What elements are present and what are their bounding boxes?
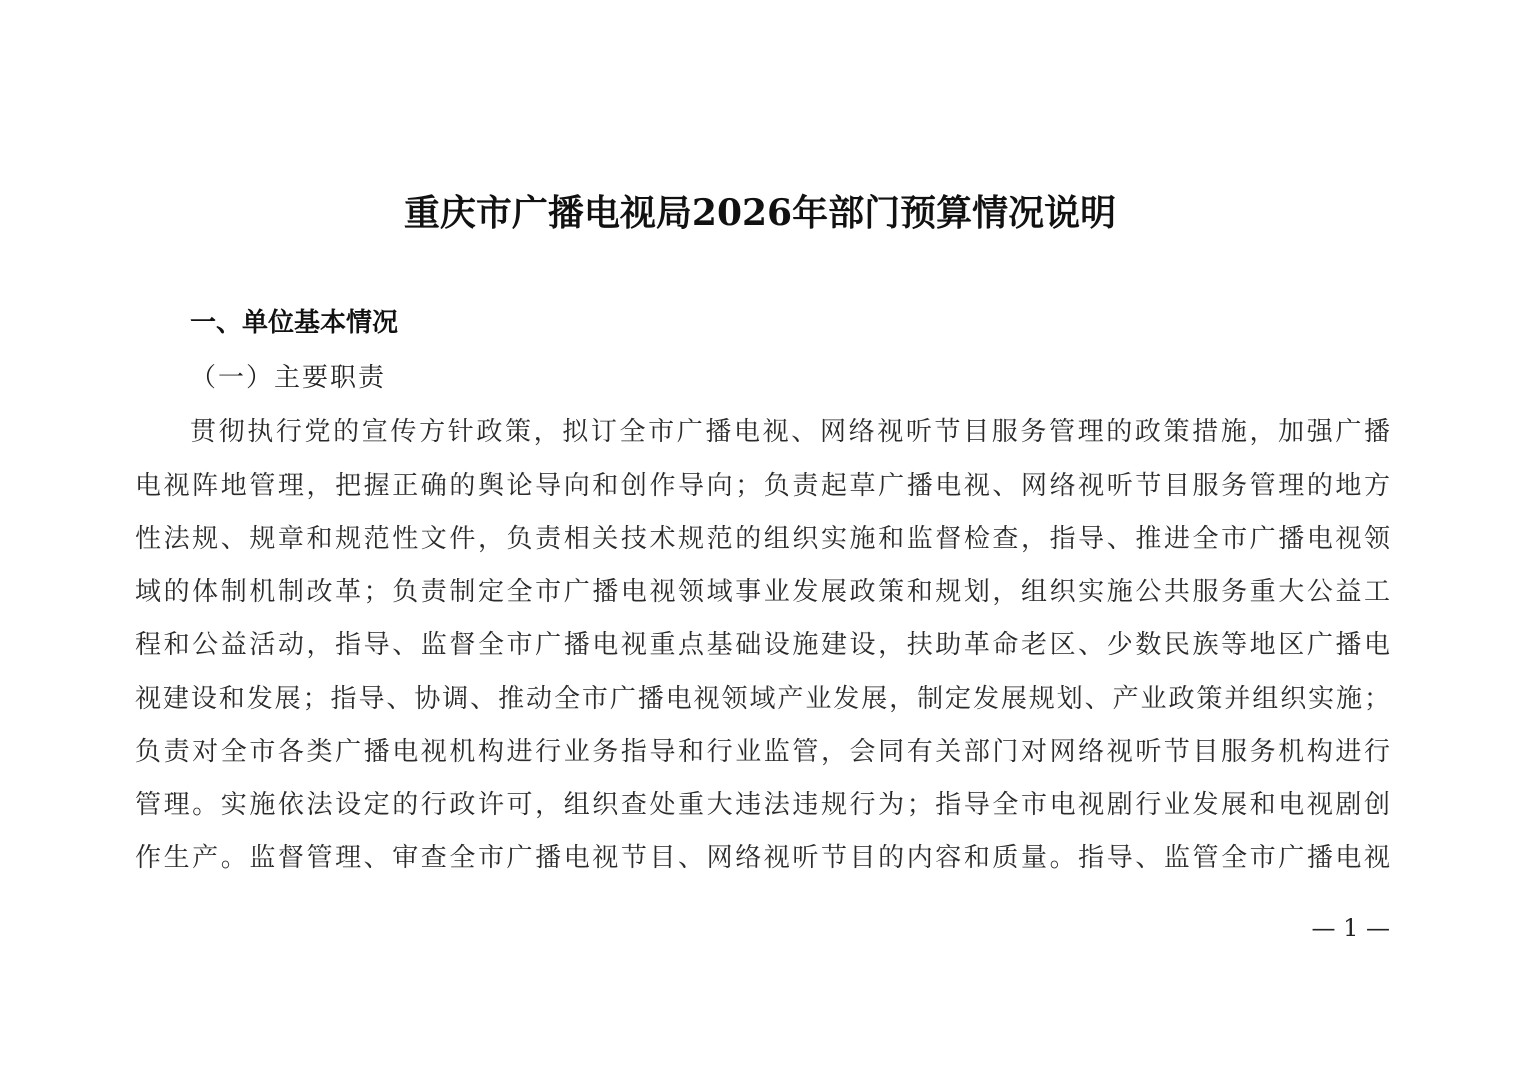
body-line: 电视阵地管理，把握正确的舆论导向和创作导向；负责起草广播电视、网络视听节目服务管理的地方 <box>135 471 1390 501</box>
body-line: 视建设和发展；指导、协调、推动全市广播电视领域产业发展，制定发展规划、产业政策并组织实施； <box>135 684 1390 714</box>
section-heading: 一、单位基本情况 <box>190 308 399 338</box>
body-line: 域的体制机制改革；负责制定全市广播电视领域事业发展政策和规划，组织实施公共服务重大公益工 <box>135 577 1390 607</box>
body-line: 负责对全市各类广播电视机构进行业务指导和行业监管，会同有关部门对网络视听节目服务机构进行 <box>135 737 1390 767</box>
body-line: 作生产。监督管理、审查全市广播电视节目、网络视听节目的内容和质量。指导、监管全市广播电视 <box>135 843 1390 873</box>
subsection-heading: （一）主要职责 <box>190 363 387 393</box>
body-line: 性法规、规章和规范性文件，负责相关技术规范的组织实施和监督检查，指导、推进全市广播电视领 <box>135 524 1390 554</box>
document-title: 重庆市广播电视局2026年部门预算情况说明 <box>403 192 1117 234</box>
page-number: — 1 — <box>1311 914 1390 942</box>
body-line: 管理。实施依法设定的行政许可，组织查处重大违法违规行为；指导全市电视剧行业发展和电视剧创 <box>135 790 1390 820</box>
body-line: 程和公益活动，指导、监督全市广播电视重点基础设施建设，扶助革命老区、少数民族等地区广播电 <box>135 630 1390 660</box>
body-line: 贯彻执行党的宣传方针政策，拟订全市广播电视、网络视听节目服务管理的政策措施，加强广播 <box>190 417 1390 447</box>
